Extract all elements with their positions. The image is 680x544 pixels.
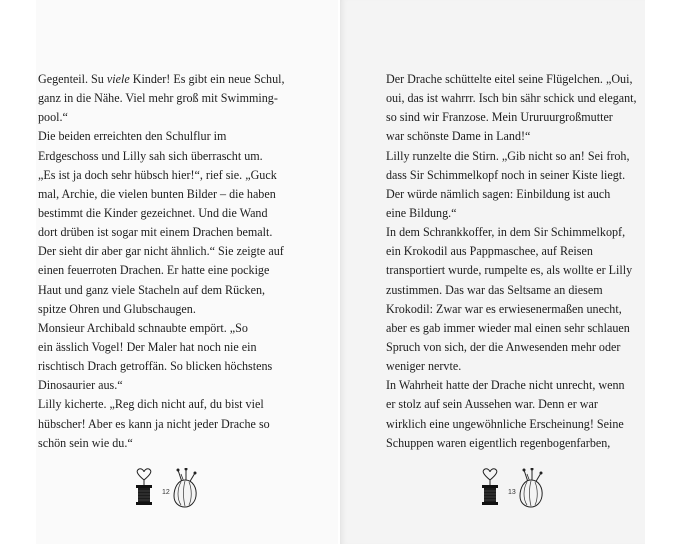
text-line: wirklich eine ungewöhnliche Erscheinung! Seine bbox=[386, 416, 624, 431]
text-line: so sind wir Franzose. Mein Ururuurgroßmutter bbox=[386, 110, 613, 125]
pin-cushion-icon bbox=[518, 468, 544, 508]
text-line: rischtisch Drach getroffän. So blicken höchstens bbox=[38, 359, 273, 374]
text-line: er stolz auf sein Aussehen war. Denn er war bbox=[386, 397, 598, 412]
text-line: bestimmt die Kinder gezeichnet. Und die Wand bbox=[38, 205, 268, 220]
text-line: Krokodil: Zwar war es erwiesenermaßen unecht, bbox=[386, 301, 622, 316]
text-line: Der sieht dir aber gar nicht ähnlich.“ Sie zeigte auf bbox=[38, 244, 284, 259]
text-line: In Wahrheit hatte der Drache nicht unrecht, wenn bbox=[386, 378, 625, 393]
text-line: Monsieur Archibald schnaubte empört. „So bbox=[38, 320, 248, 335]
text-line: aber es gab immer wieder mal einen sehr schlauen bbox=[386, 320, 630, 335]
text-line: Der Drache schüttelte eitel seine Flügelchen. „Oui, bbox=[386, 72, 633, 86]
text-line: Der würde nämlich sagen: Einbildung ist auch bbox=[386, 186, 611, 201]
text-line: Die beiden erreichten den Schulflur im bbox=[38, 129, 227, 144]
pin-cushion-icon bbox=[172, 468, 198, 508]
text-segment: Kinder! Es gibt ein neue Schul, bbox=[129, 72, 285, 86]
text-line: einen feuerroten Drachen. Er hatte eine pockige bbox=[38, 263, 270, 278]
thread-spool-heart-icon bbox=[132, 468, 156, 508]
left-page bbox=[36, 0, 338, 544]
text-line: Schuppen waren eigentlich regenbogenfarben, bbox=[386, 435, 611, 450]
right-page-footer bbox=[478, 468, 578, 508]
text-line: war schönste Dame in Land!“ bbox=[386, 129, 531, 144]
text-line: Erdgeschoss und Lilly sah sich überrascht um. bbox=[38, 148, 263, 163]
text-line: oui, das ist wahrrr. Isch bin sähr schick und elegant, bbox=[386, 91, 637, 106]
text-line: eine Bildung.“ bbox=[386, 205, 457, 220]
text-line: Dinosaurier aus.“ bbox=[38, 378, 123, 393]
text-line: Haut und ganz viele Stacheln auf dem Rücken, bbox=[38, 282, 266, 297]
text-line: Lilly runzelte die Stirn. „Gib nicht so an! Sei froh, bbox=[386, 148, 630, 163]
text-line: pool.“ bbox=[38, 110, 68, 125]
thread-spool-heart-icon bbox=[478, 468, 502, 508]
right-page bbox=[340, 0, 645, 544]
text-line: ganz in die Nähe. Viel mehr groß mit Swimming- bbox=[38, 91, 278, 106]
text-line: In dem Schrankkoffer, in dem Sir Schimmelkopf, bbox=[386, 225, 626, 240]
text-line: zustimmen. Das war das Seltsame an diesem bbox=[386, 282, 603, 297]
text-line: Spruch von sich, der die Anwesenden mehr oder bbox=[386, 339, 621, 354]
text-line: ein ässlich Vogel! Der Maler hat noch nie ein bbox=[38, 339, 257, 354]
text-line bbox=[38, 70, 285, 89]
text-line: Lilly kicherte. „Reg dich nicht auf, du bist viel bbox=[38, 397, 264, 412]
right-page-text bbox=[386, 70, 637, 453]
page-number: 12 bbox=[162, 489, 170, 496]
text-line: ein Krokodil aus Pappmaschee, auf Reisen bbox=[386, 244, 593, 259]
text-line: „Es ist ja doch sehr hübsch hier!“, rief sie. „Guck bbox=[38, 167, 277, 182]
text-line: hübscher! Aber es kann ja nicht jeder Drache so bbox=[38, 416, 270, 431]
text-line: transportiert wurde, rumpelte es, als wollte er Lilly bbox=[386, 263, 633, 278]
text-line: mal, Archie, die vielen bunten Bilder – die haben bbox=[38, 186, 276, 201]
text-line: spitze Ohren und Glubschaugen. bbox=[38, 301, 196, 316]
text-line: dort drüben ist sogar mit einem Drachen bemalt. bbox=[38, 225, 273, 240]
text-line: schön sein wie du.“ bbox=[38, 435, 133, 450]
left-page-footer bbox=[132, 468, 232, 508]
page-number: 13 bbox=[508, 489, 516, 496]
text-segment: Gegenteil. Su bbox=[38, 72, 107, 86]
emphasized-word: viele bbox=[106, 72, 130, 86]
text-line: weniger nervte. bbox=[386, 359, 462, 374]
text-line: dass Sir Schimmelkopf noch in seiner Kiste liegt. bbox=[386, 167, 626, 182]
left-page-text bbox=[38, 70, 285, 453]
